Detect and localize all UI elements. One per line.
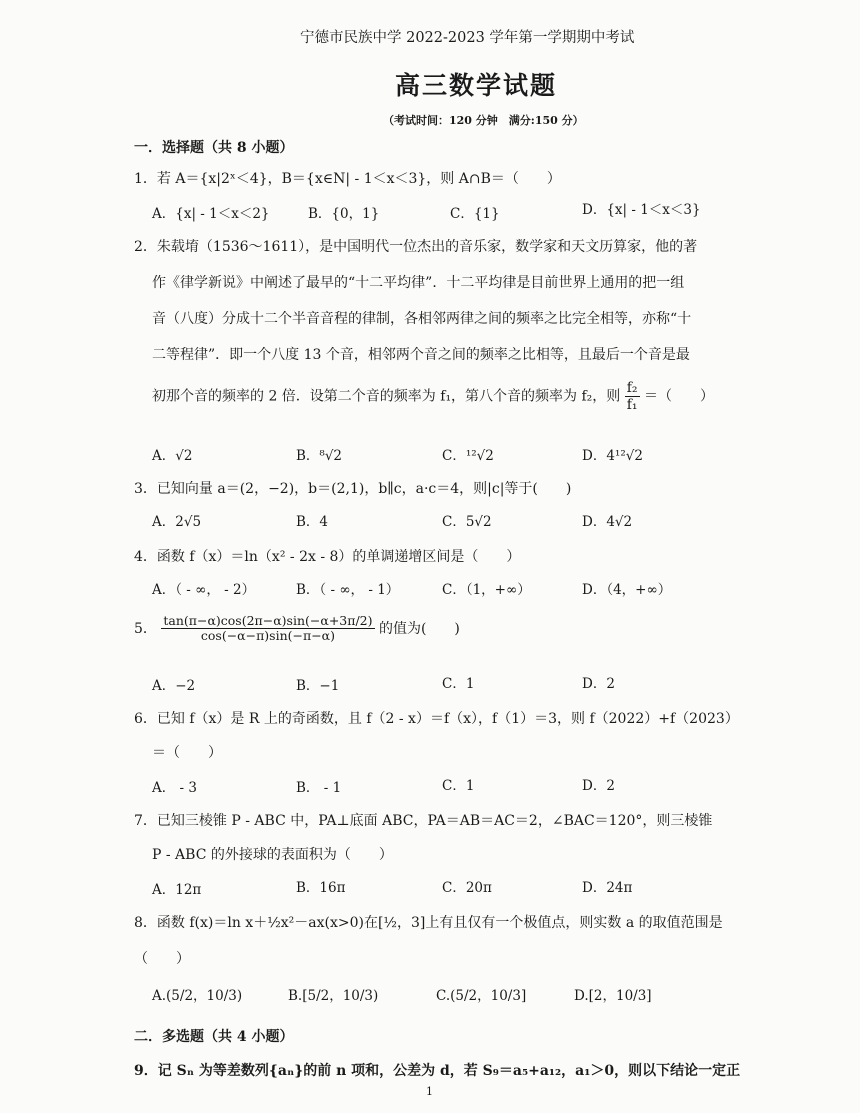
question-7-option-a: A．12π: [152, 882, 202, 898]
question-5-fraction: [161, 614, 374, 644]
question-4-option-a: A．（ - ∞， - 2）: [152, 582, 256, 598]
question-1-option-d: D．{x| - 1＜x＜3}: [582, 202, 701, 218]
question-5-option-a: A．−2: [152, 678, 196, 694]
question-4-option-d: D．（4，+∞）: [582, 582, 672, 598]
question-7-line-1: 7．已知三棱锥 P - ABC 中，PA⊥底面 ABC，PA＝AB＝AC＝2，∠BAC＝120°，则三棱锥: [134, 813, 713, 829]
question-1-option-b: B．{0，1}: [308, 206, 380, 222]
question-4-option-b: B．（ - ∞， - 1）: [296, 582, 400, 598]
question-2-line-4: 二等程律”．即一个八度 13 个音，相邻两个音之间的频率之比相等，且最后一个音是最: [152, 347, 690, 363]
question-8-option-a: A.(5/2，10/3): [152, 988, 243, 1004]
question-4-option-c: C．（1，+∞）: [442, 582, 531, 598]
question-5-option-b: B．−1: [296, 678, 340, 694]
question-5-option-c: C．1: [442, 676, 475, 692]
question-5-tail: 的值为( ): [378, 620, 460, 637]
question-9-line-1: 9．记 Sₙ 为等差数列{aₙ}的前 n 项和，公差为 d，若 S₉＝a₅+a₁₂，a₁＞0，则以下结论一定正: [134, 1063, 741, 1079]
question-2-option-b: B．⁸√2: [296, 448, 343, 464]
question-2-line-5-text: 初那个音的频率的 2 倍．设第二个音的频率为 f₁，第八个音的频率为 f₂，则: [152, 388, 621, 405]
question-2-tail: ＝（ ）: [644, 388, 714, 405]
question-1-option-a: A．{x| - 1＜x＜2}: [152, 206, 270, 222]
question-7-line-2: P - ABC 的外接球的表面积为（ ）: [152, 847, 393, 863]
question-5-stem: [134, 614, 460, 644]
question-6-option-a: A． - 3: [152, 780, 197, 796]
question-2-line-5: [152, 380, 714, 413]
question-6-option-d: D．2: [582, 778, 615, 794]
question-6-line-1: 6．已知 f（x）是 R 上的奇函数，且 f（2 - x）＝f（x），f（1）＝3，则 f（2022）+f（2023）: [134, 711, 739, 727]
exam-subtitle: （考试时间：120 分钟 满分:150 分）: [383, 114, 584, 127]
question-3-option-c: C．5√2: [442, 514, 492, 530]
question-3-stem: 3．已知向量 a＝(2，−2)，b＝(2,1)，b∥c，a·c＝4，则|c|等于( ): [134, 481, 572, 497]
question-2-line-3: 音（八度）分成十二个半音音程的律制，各相邻两律之间的频率之比完全相等，亦称“十: [152, 311, 692, 327]
question-8-option-d: D.[2，10/3]: [574, 988, 652, 1004]
question-6-option-b: B． - 1: [296, 780, 342, 796]
question-2-fraction: [625, 380, 640, 413]
exam-header: 宁德市民族中学 2022-2023 学年第一学期期中考试: [300, 30, 635, 46]
question-3-option-b: B．4: [296, 514, 329, 530]
question-2-option-a: A．√2: [152, 448, 193, 464]
question-1-stem: 1．若 A＝{x|2ˣ＜4}，B＝{x∈N| - 1＜x＜3}，则 A∩B＝（ ）: [134, 171, 561, 187]
question-8-line-2: （ ）: [134, 951, 190, 967]
question-8-option-b: B.[5/2，10/3): [288, 988, 379, 1004]
question-3-option-a: A．2√5: [152, 514, 202, 530]
question-2-option-c: C．¹²√2: [442, 448, 494, 464]
question-4-stem: 4．函数 f（x）＝ln（x² - 2x - 8）的单调递增区间是（ ）: [134, 549, 521, 565]
question-3-option-d: D．4√2: [582, 514, 633, 530]
question-1-option-c: C．{1}: [450, 206, 500, 222]
fraction-denominator: f₁: [626, 397, 638, 414]
question-7-option-b: B．16π: [296, 880, 346, 896]
question-7-option-c: C．20π: [442, 880, 492, 896]
question-5-option-d: D．2: [582, 676, 615, 692]
question-8-line-1: 8．函数 f(x)＝ln x＋½x²－ax(x>0)在[½，3]上有且仅有一个极值点，则实数 a 的取值范围是: [134, 915, 723, 931]
exam-title: 高三数学试题: [395, 71, 558, 100]
page-number: 1: [426, 1085, 433, 1098]
question-2-line-1: 2．朱载堉（1536～1611），是中国明代一位杰出的音乐家，数学家和天文历算家，他的著: [134, 239, 698, 255]
section-heading-2: 二．多选题（共 4 小题）: [134, 1029, 294, 1045]
question-5-denominator: cos(−α−π)sin(−π−α): [200, 628, 335, 644]
question-7-option-d: D．24π: [582, 880, 633, 896]
question-5-numerator: tan(π−α)cos(2π−α)sin(−α+3π/2): [163, 613, 373, 628]
question-2-line-2: 作《律学新说》中阐述了最早的“十二平均律”．十二平均律是目前世界上通用的把一组: [152, 275, 685, 291]
question-5-number: 5．: [134, 620, 157, 637]
fraction-numerator: f₂: [626, 380, 638, 396]
question-6-line-2: ＝（ ）: [152, 745, 222, 761]
question-2-option-d: D．4¹²√2: [582, 448, 643, 464]
question-8-option-c: C.(5/2，10/3]: [436, 988, 527, 1004]
section-heading-1: 一．选择题（共 8 小题）: [134, 140, 294, 156]
question-6-option-c: C．1: [442, 778, 475, 794]
